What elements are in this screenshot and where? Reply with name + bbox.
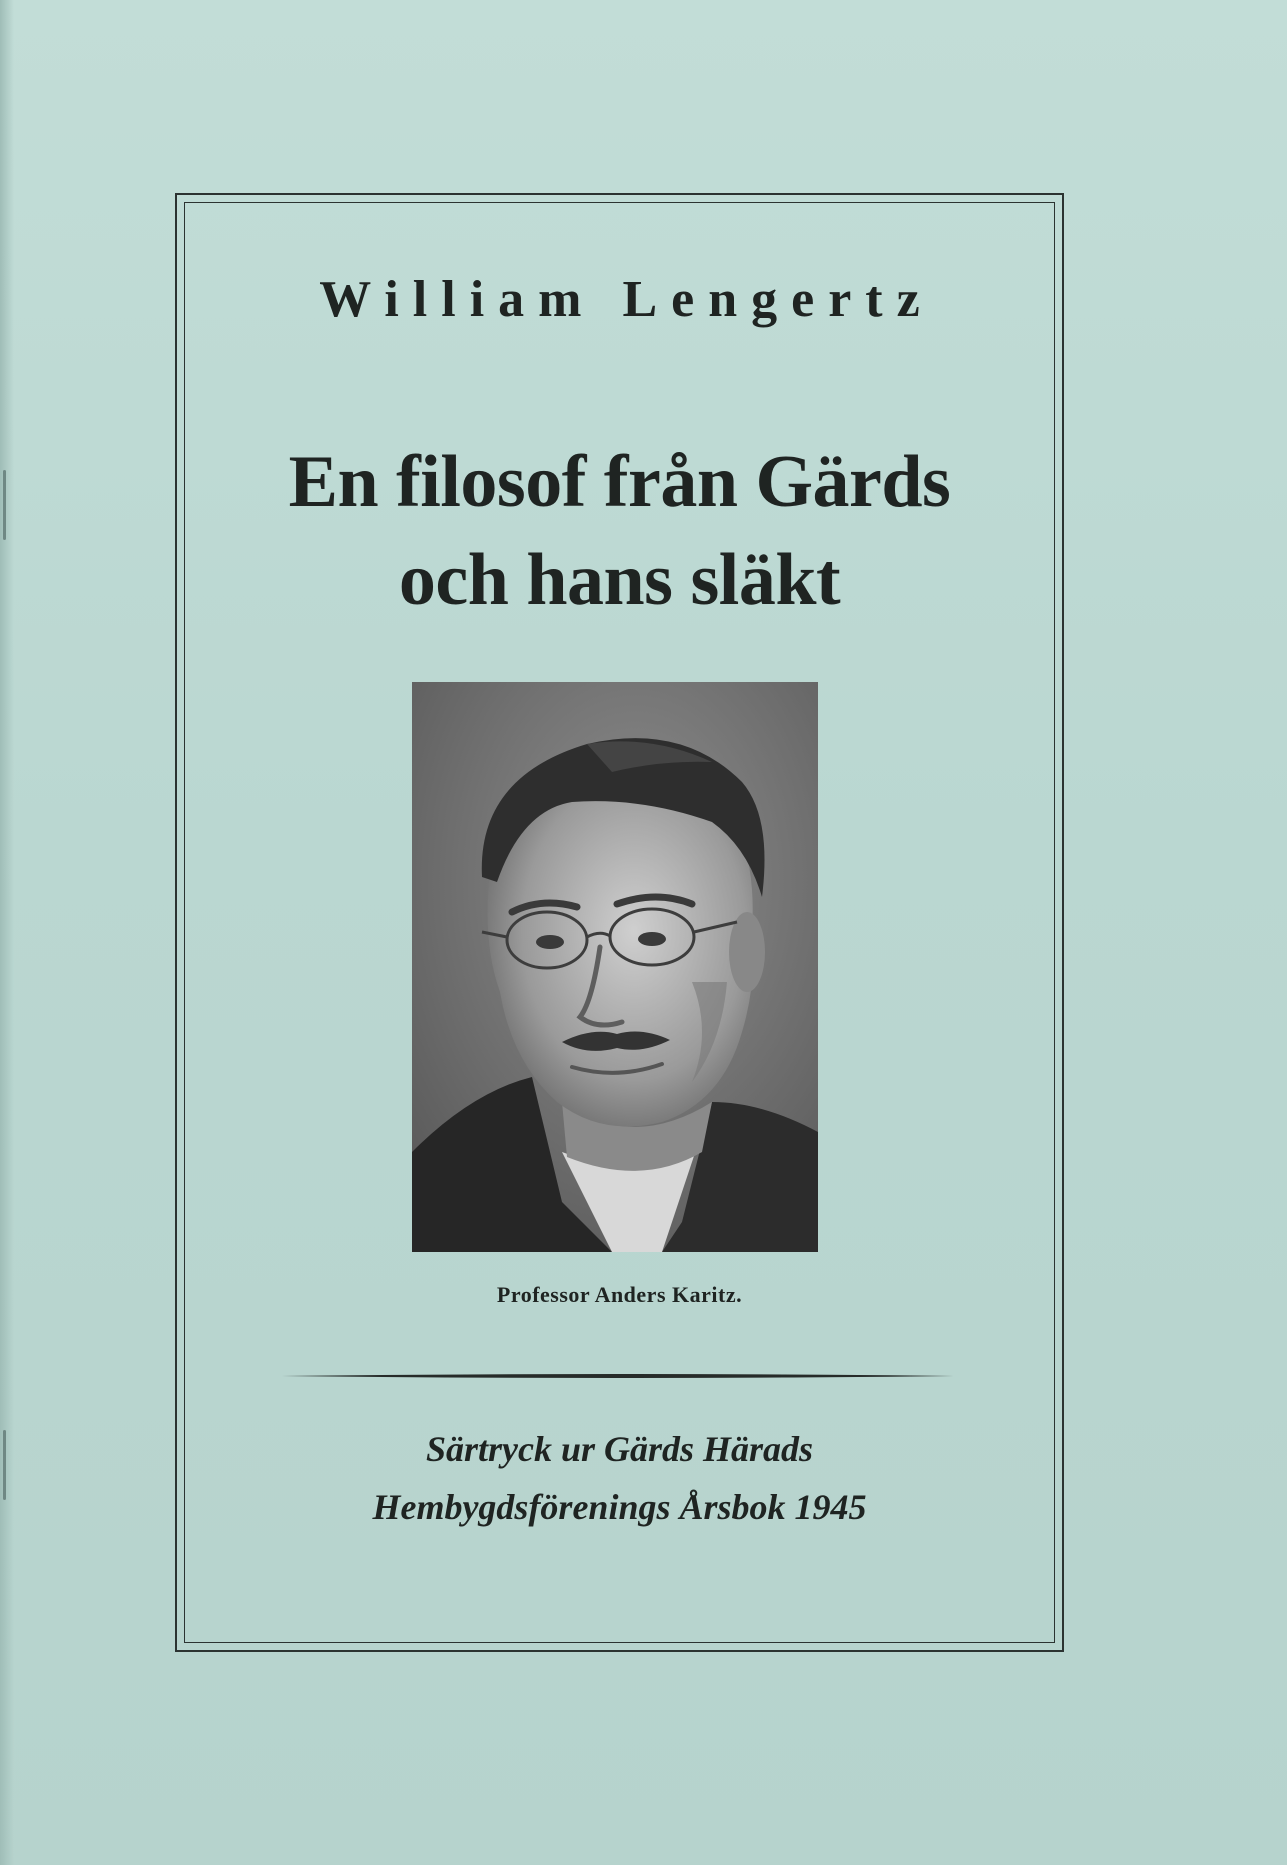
reprint-line-2: Hembygdsförenings Årsbok 1945: [372, 1487, 867, 1527]
photo-caption: Professor Anders Karitz.: [496, 1282, 743, 1307]
title-line-1: En filosof från Gärds: [288, 441, 951, 523]
reprint-line-1: Särtryck ur Gärds Härads: [425, 1429, 814, 1469]
portrait-photo: [412, 682, 818, 1252]
portrait-illustration: [412, 682, 818, 1252]
title-line-2: och hans släkt: [398, 539, 841, 621]
decorative-rule: [282, 1373, 954, 1379]
staple-top: [3, 470, 6, 540]
spine-shadow: [0, 0, 14, 1865]
author-name: William Lengertz: [319, 271, 934, 328]
staple-bottom: [3, 1430, 6, 1500]
